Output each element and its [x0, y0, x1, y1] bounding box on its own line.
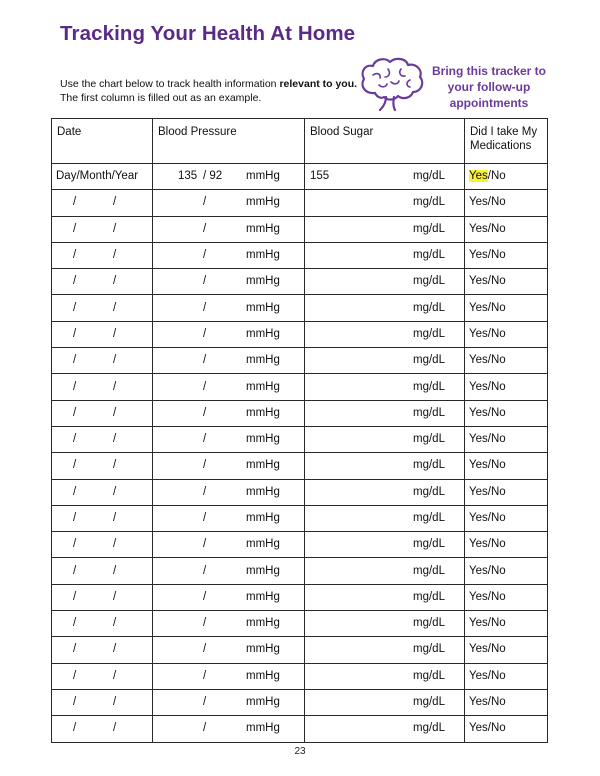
bp-separator: /	[203, 459, 207, 472]
date-separator: /	[113, 275, 117, 288]
blood-pressure-cell[interactable]	[153, 242, 305, 268]
blood-sugar-cell[interactable]	[305, 532, 465, 558]
date-cell[interactable]	[52, 532, 153, 558]
table-row[interactable]	[52, 479, 548, 505]
bp-separator: /	[203, 696, 207, 709]
bp-unit: mmHg	[246, 459, 280, 472]
blood-pressure-cell[interactable]	[153, 269, 305, 295]
table-row[interactable]	[52, 505, 548, 531]
medication-choice[interactable]: Yes/No	[469, 485, 506, 498]
instructions-emphasis: relevant to you.	[279, 78, 358, 90]
date-separator: /	[73, 354, 77, 367]
blood-pressure-cell[interactable]	[153, 348, 305, 374]
bp-separator: /	[203, 512, 207, 524]
bp-separator: /	[203, 196, 207, 209]
bp-separator: /	[203, 275, 207, 288]
date-cell[interactable]	[52, 269, 153, 295]
table-row[interactable]	[52, 426, 548, 452]
date-separator: /	[113, 380, 117, 393]
blood-pressure-cell[interactable]	[153, 295, 305, 321]
table-row[interactable]	[52, 400, 548, 426]
sugar-unit: mg/dL	[413, 196, 445, 209]
date-separator: /	[113, 327, 117, 340]
date-cell[interactable]	[52, 505, 153, 531]
bp-unit: mmHg	[246, 301, 280, 314]
bp-unit: mmHg	[246, 433, 280, 446]
medication-cell[interactable]	[465, 689, 548, 715]
medication-choice[interactable]: Yes/No	[469, 196, 506, 209]
sugar-unit: mg/dL	[413, 380, 445, 393]
bp-unit: mmHg	[246, 406, 280, 419]
medication-choice[interactable]: Yes/No	[469, 512, 506, 524]
bp-separator: /	[203, 433, 207, 446]
date-separator: /	[113, 722, 117, 735]
bp-separator: /	[203, 327, 207, 340]
table-row[interactable]	[52, 453, 548, 479]
blood-pressure-cell[interactable]	[153, 558, 305, 584]
bp-separator: /	[203, 249, 207, 262]
date-cell[interactable]	[52, 637, 153, 663]
table-row[interactable]	[52, 611, 548, 637]
date-separator: /	[73, 538, 77, 551]
sugar-unit: mg/dL	[413, 564, 445, 577]
medication-choice[interactable]: Yes/No	[469, 722, 506, 735]
medication-cell[interactable]	[465, 532, 548, 558]
blood-sugar-cell[interactable]	[305, 558, 465, 584]
bp-unit: mmHg	[246, 196, 280, 209]
table-row[interactable]	[52, 558, 548, 584]
blood-pressure-cell[interactable]	[153, 453, 305, 479]
medication-cell[interactable]	[465, 348, 548, 374]
blood-pressure-cell[interactable]	[153, 321, 305, 347]
date-cell[interactable]	[52, 321, 153, 347]
medication-choice[interactable]: Yes/No	[469, 564, 506, 577]
date-separator: /	[73, 617, 77, 630]
date-separator: /	[113, 406, 117, 419]
blood-pressure-cell[interactable]	[153, 584, 305, 610]
date-separator: /	[73, 485, 77, 498]
date-separator: /	[113, 459, 117, 472]
medication-choice[interactable]: Yes/No	[469, 301, 506, 314]
date-separator: /	[73, 643, 77, 656]
blood-sugar-cell[interactable]	[305, 400, 465, 426]
example-med-answer	[469, 170, 506, 183]
bp-separator: /	[203, 722, 207, 735]
medication-choice[interactable]: Yes/No	[469, 275, 506, 288]
blood-pressure-cell[interactable]	[153, 637, 305, 663]
medication-choice[interactable]: Yes/No	[469, 433, 506, 446]
table-row[interactable]	[52, 190, 548, 216]
date-separator: /	[73, 406, 77, 419]
bp-unit: mmHg	[246, 617, 280, 630]
instructions-tail: The first column is filled out as an example.	[60, 92, 262, 104]
medication-choice[interactable]: Yes/No	[469, 538, 506, 551]
table-row[interactable]	[52, 716, 548, 742]
medication-cell[interactable]	[465, 584, 548, 610]
date-cell[interactable]	[52, 663, 153, 689]
medication-cell[interactable]	[465, 663, 548, 689]
table-row[interactable]	[52, 584, 548, 610]
blood-sugar-cell[interactable]	[305, 505, 465, 531]
date-cell[interactable]	[52, 348, 153, 374]
date-cell[interactable]	[52, 689, 153, 715]
health-tracker-table	[51, 118, 548, 743]
example-date: Day/Month/Year	[56, 170, 139, 183]
sugar-unit: mg/dL	[413, 485, 445, 498]
example-sugar-unit: mg/dL	[413, 170, 445, 183]
table-row[interactable]	[52, 532, 548, 558]
date-separator: /	[73, 196, 77, 209]
date-separator: /	[113, 485, 117, 498]
date-separator: /	[73, 222, 77, 235]
medication-cell[interactable]	[465, 216, 548, 242]
date-cell[interactable]	[52, 611, 153, 637]
sugar-unit: mg/dL	[413, 643, 445, 656]
date-separator: /	[73, 564, 77, 577]
medication-choice[interactable]: Yes/No	[469, 249, 506, 262]
medication-choice[interactable]: Yes/No	[469, 696, 506, 709]
blood-sugar-cell[interactable]	[305, 689, 465, 715]
medication-choice[interactable]: Yes/No	[469, 380, 506, 393]
blood-sugar-cell[interactable]	[305, 479, 465, 505]
sugar-unit: mg/dL	[413, 538, 445, 551]
blood-sugar-cell[interactable]	[305, 269, 465, 295]
date-separator: /	[73, 696, 77, 709]
bring-tracker-callout: Bring this tracker to your follow-up appointments	[431, 64, 547, 110]
medication-cell[interactable]	[465, 269, 548, 295]
sugar-unit: mg/dL	[413, 512, 445, 524]
blood-sugar-cell[interactable]	[305, 663, 465, 689]
medication-choice[interactable]: Yes/No	[469, 617, 506, 630]
blood-pressure-cell[interactable]	[153, 611, 305, 637]
blood-sugar-cell[interactable]	[305, 637, 465, 663]
date-separator: /	[73, 275, 77, 288]
medication-cell[interactable]	[465, 505, 548, 531]
bp-separator: /	[203, 406, 207, 419]
date-separator: /	[73, 722, 77, 735]
blood-pressure-cell[interactable]	[153, 374, 305, 400]
table-row[interactable]	[52, 663, 548, 689]
sugar-unit: mg/dL	[413, 406, 445, 419]
sugar-unit: mg/dL	[413, 669, 445, 682]
sugar-unit: mg/dL	[413, 696, 445, 709]
sugar-unit: mg/dL	[413, 722, 445, 735]
blood-sugar-cell[interactable]	[305, 321, 465, 347]
bp-unit: mmHg	[246, 538, 280, 551]
sugar-unit: mg/dL	[413, 617, 445, 630]
table-header-row	[52, 119, 548, 164]
medication-cell[interactable]	[465, 637, 548, 663]
date-separator: /	[73, 459, 77, 472]
blood-pressure-cell[interactable]	[153, 505, 305, 531]
bp-separator: /	[203, 617, 207, 630]
table-row[interactable]	[52, 689, 548, 715]
medication-cell[interactable]	[465, 611, 548, 637]
blood-sugar-cell[interactable]	[305, 216, 465, 242]
bp-unit: mmHg	[246, 327, 280, 340]
table-row[interactable]	[52, 348, 548, 374]
blood-sugar-cell[interactable]	[305, 190, 465, 216]
date-separator: /	[113, 643, 117, 656]
example-med-yes-highlight: Yes	[469, 170, 488, 183]
date-separator: /	[113, 196, 117, 209]
header-blood-sugar: Blood Sugar	[305, 119, 465, 164]
blood-pressure-cell[interactable]	[153, 689, 305, 715]
bp-unit: mmHg	[246, 249, 280, 262]
blood-sugar-cell[interactable]	[305, 584, 465, 610]
medication-cell[interactable]	[465, 400, 548, 426]
date-separator: /	[113, 564, 117, 577]
bp-separator: /	[203, 301, 207, 314]
sugar-unit: mg/dL	[413, 249, 445, 262]
date-separator: /	[113, 433, 117, 446]
blood-sugar-cell[interactable]	[305, 426, 465, 452]
date-separator: /	[73, 380, 77, 393]
example-med-cell	[465, 164, 548, 190]
bp-unit: mmHg	[246, 222, 280, 235]
date-separator: /	[113, 590, 117, 603]
date-cell[interactable]	[52, 374, 153, 400]
blood-sugar-cell[interactable]	[305, 295, 465, 321]
bp-separator: /	[203, 669, 207, 682]
sugar-unit: mg/dL	[413, 275, 445, 288]
bp-unit: mmHg	[246, 722, 280, 735]
bp-separator: /	[203, 564, 207, 577]
date-cell[interactable]	[52, 216, 153, 242]
medication-cell[interactable]	[465, 426, 548, 452]
medication-cell[interactable]	[465, 190, 548, 216]
medication-choice[interactable]: Yes/No	[469, 669, 506, 682]
table-row[interactable]	[52, 295, 548, 321]
bp-separator: /	[203, 643, 207, 656]
blood-pressure-cell[interactable]	[153, 663, 305, 689]
medication-cell[interactable]	[465, 321, 548, 347]
date-separator: /	[73, 590, 77, 603]
header-date: Date	[52, 119, 153, 164]
medication-cell[interactable]	[465, 479, 548, 505]
blood-pressure-cell[interactable]	[153, 716, 305, 742]
blood-sugar-cell[interactable]	[305, 242, 465, 268]
date-separator: /	[73, 669, 77, 682]
blood-sugar-cell[interactable]	[305, 374, 465, 400]
example-date-cell	[52, 164, 153, 190]
instructions-lead: Use the chart below to track health information	[60, 78, 280, 90]
sugar-unit: mg/dL	[413, 222, 445, 235]
bp-separator: /	[203, 538, 207, 551]
instructions-text	[60, 77, 360, 105]
blood-sugar-cell[interactable]	[305, 453, 465, 479]
date-separator: /	[113, 512, 117, 524]
medication-cell[interactable]	[465, 558, 548, 584]
bp-unit: mmHg	[246, 485, 280, 498]
bp-unit: mmHg	[246, 275, 280, 288]
date-separator: /	[73, 433, 77, 446]
date-separator: /	[113, 249, 117, 262]
date-separator: /	[113, 617, 117, 630]
example-sugar-cell	[305, 164, 465, 190]
medication-cell[interactable]	[465, 453, 548, 479]
bp-unit: mmHg	[246, 564, 280, 577]
sugar-unit: mg/dL	[413, 433, 445, 446]
bp-unit: mmHg	[246, 696, 280, 709]
date-cell[interactable]	[52, 242, 153, 268]
example-sugar: 155	[310, 170, 330, 183]
medication-choice[interactable]: Yes/No	[469, 590, 506, 603]
bp-separator: /	[203, 380, 207, 393]
medication-cell[interactable]	[465, 242, 548, 268]
date-separator: /	[113, 696, 117, 709]
medication-cell[interactable]	[465, 716, 548, 742]
date-separator: /	[113, 354, 117, 367]
date-cell[interactable]	[52, 558, 153, 584]
date-cell[interactable]	[52, 426, 153, 452]
table-row[interactable]	[52, 321, 548, 347]
date-separator: /	[73, 249, 77, 262]
medication-choice[interactable]: Yes/No	[469, 406, 506, 419]
bp-unit: mmHg	[246, 512, 280, 524]
table-row[interactable]	[52, 242, 548, 268]
date-cell[interactable]	[52, 190, 153, 216]
medication-choice[interactable]: Yes/No	[469, 222, 506, 235]
bp-separator: /	[203, 590, 207, 603]
bp-unit: mmHg	[246, 643, 280, 656]
date-separator: /	[113, 301, 117, 314]
blood-pressure-cell[interactable]	[153, 479, 305, 505]
blood-sugar-cell[interactable]	[305, 716, 465, 742]
sugar-unit: mg/dL	[413, 459, 445, 472]
example-systolic: 135	[178, 170, 198, 183]
header-blood-pressure: Blood Pressure	[153, 119, 305, 164]
table-row[interactable]	[52, 216, 548, 242]
blood-sugar-cell[interactable]	[305, 611, 465, 637]
date-separator: /	[113, 222, 117, 235]
medication-choice[interactable]: Yes/No	[469, 354, 506, 367]
sugar-unit: mg/dL	[413, 301, 445, 314]
sugar-unit: mg/dL	[413, 354, 445, 367]
date-cell[interactable]	[52, 584, 153, 610]
medication-cell[interactable]	[465, 374, 548, 400]
bp-separator: /	[203, 485, 207, 498]
example-bp-unit: mmHg	[246, 170, 280, 183]
header-medications: Did I take My Medications	[465, 119, 548, 164]
date-cell[interactable]	[52, 295, 153, 321]
date-cell[interactable]	[52, 479, 153, 505]
blood-pressure-cell[interactable]	[153, 426, 305, 452]
bp-separator: /	[203, 354, 207, 367]
medication-choice[interactable]: Yes/No	[469, 459, 506, 472]
date-cell[interactable]	[52, 716, 153, 742]
date-separator: /	[113, 669, 117, 682]
bp-separator: /	[203, 222, 207, 235]
example-diastolic: / 92	[203, 170, 223, 183]
date-separator: /	[73, 301, 77, 314]
medication-cell[interactable]	[465, 295, 548, 321]
date-cell[interactable]	[52, 400, 153, 426]
bp-unit: mmHg	[246, 669, 280, 682]
blood-pressure-cell[interactable]	[153, 400, 305, 426]
table-row[interactable]	[52, 269, 548, 295]
example-row	[52, 164, 548, 190]
table-row[interactable]	[52, 374, 548, 400]
date-separator: /	[113, 538, 117, 551]
page-number: 23	[294, 746, 306, 757]
example-med-no: /No	[487, 170, 506, 183]
medication-choice[interactable]: Yes/No	[469, 327, 506, 340]
bp-unit: mmHg	[246, 590, 280, 603]
bp-unit: mmHg	[246, 354, 280, 367]
blood-pressure-cell[interactable]	[153, 532, 305, 558]
bp-unit: mmHg	[246, 380, 280, 393]
sugar-unit: mg/dL	[413, 590, 445, 603]
example-bp-cell	[153, 164, 305, 190]
page-title: Tracking Your Health At Home	[60, 22, 356, 45]
date-separator: /	[73, 512, 77, 524]
sugar-unit: mg/dL	[413, 327, 445, 340]
date-cell[interactable]	[52, 453, 153, 479]
medication-choice[interactable]: Yes/No	[469, 643, 506, 656]
brain-icon	[358, 55, 426, 113]
blood-pressure-cell[interactable]	[153, 216, 305, 242]
blood-sugar-cell[interactable]	[305, 348, 465, 374]
blood-pressure-cell[interactable]	[153, 190, 305, 216]
date-separator: /	[73, 327, 77, 340]
table-row[interactable]	[52, 637, 548, 663]
